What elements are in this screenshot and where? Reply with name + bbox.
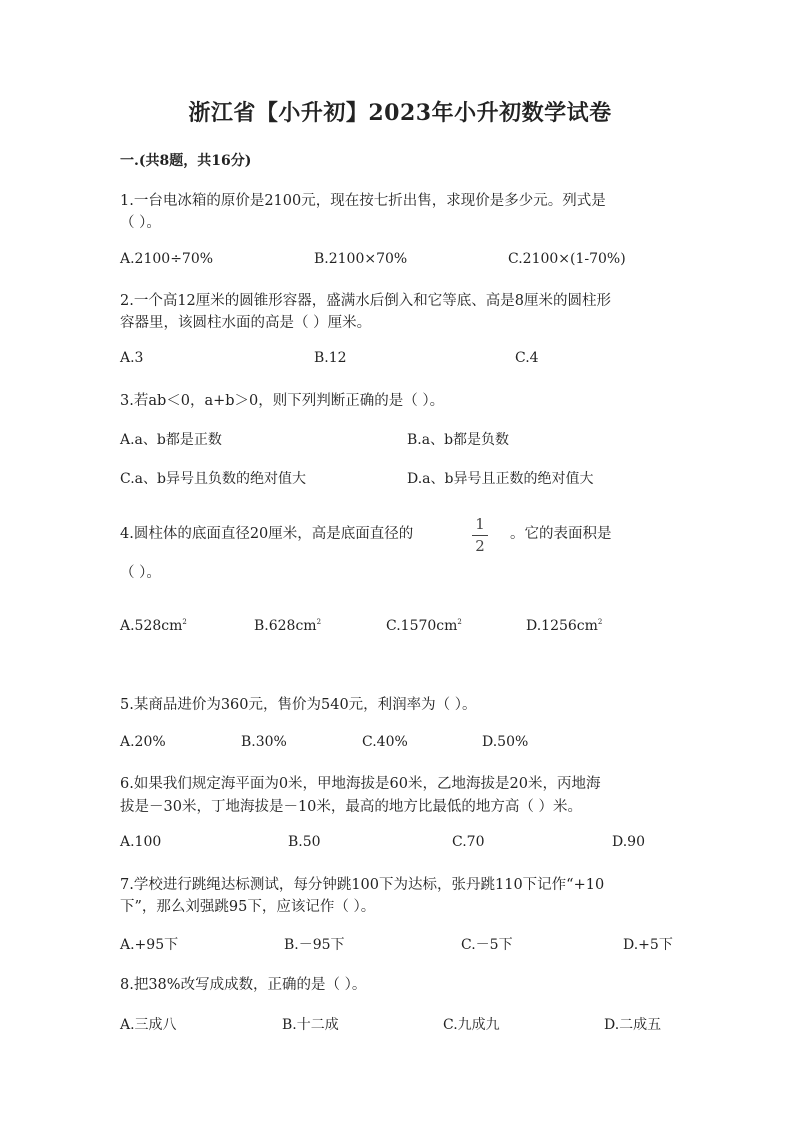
question-8-option-c[interactable]: C.九成九 xyxy=(443,1017,500,1033)
question-5-text: 5.某商品进价为360元，售价为540元，利润率为（ ）。 xyxy=(120,697,477,713)
question-4-text-tail: 。它的表面积是 xyxy=(510,526,612,542)
option-d-label: D.1256cm xyxy=(526,618,598,634)
question-4-text-cont: （ ）。 xyxy=(120,565,161,581)
question-3-text: 3.若ab＜0，a+b＞0，则下列判断正确的是（ ）。 xyxy=(120,393,445,409)
question-1-option-b[interactable]: B.2100×70% xyxy=(314,251,408,267)
fraction-bar xyxy=(472,535,488,536)
question-6-text-cont: 拔是－30米，丁地海拔是－10米，最高的地方比最低的地方高（ ）米。 xyxy=(120,799,583,815)
question-8-option-d[interactable]: D.二成五 xyxy=(604,1017,662,1033)
question-8-option-b[interactable]: B.十二成 xyxy=(282,1017,339,1033)
question-3-option-d[interactable]: D.a、b异号且正数的绝对值大 xyxy=(407,471,594,487)
question-7-text: 7.学校进行跳绳达标测试，每分钟跳100下为达标，张丹跳110下记作“+10 xyxy=(120,877,605,893)
question-6-option-c[interactable]: C.70 xyxy=(452,834,485,850)
question-3-option-c[interactable]: C.a、b异号且负数的绝对值大 xyxy=(120,471,306,487)
question-4-option-d[interactable] xyxy=(526,618,602,634)
fraction-numerator: 1 xyxy=(475,515,485,533)
question-5-option-d[interactable]: D.50% xyxy=(482,734,529,750)
question-2-option-b[interactable]: B.12 xyxy=(314,350,347,366)
question-4-option-b[interactable] xyxy=(254,618,321,634)
option-c-label: C.1570cm xyxy=(386,618,458,634)
question-6-option-a[interactable]: A.100 xyxy=(120,834,162,850)
question-1-text-cont: （ ）。 xyxy=(120,215,161,231)
question-3-option-a[interactable]: A.a、b都是正数 xyxy=(120,432,222,448)
fraction-denominator: 2 xyxy=(475,537,485,555)
question-1-text: 1.一台电冰箱的原价是2100元，现在按七折出售，求现价是多少元。列式是 xyxy=(120,193,606,209)
question-5-option-b[interactable]: B.30% xyxy=(241,734,287,750)
page-title: 浙江省【小升初】2023年小升初数学试卷 xyxy=(188,100,612,126)
question-6-text: 6.如果我们规定海平面为0米，甲地海拔是60米，乙地海拔是20米，丙地海 xyxy=(120,776,601,792)
question-2-text: 2.一个高12厘米的圆锥形容器，盛满水后倒入和它等底、高是8厘米的圆柱形 xyxy=(120,293,612,309)
question-7-option-d[interactable]: D.+5下 xyxy=(623,937,673,953)
question-8-text: 8.把38%改写成成数，正确的是（ ）。 xyxy=(120,977,367,993)
question-2-option-a[interactable]: A.3 xyxy=(120,350,144,366)
question-3-option-b[interactable]: B.a、b都是负数 xyxy=(407,432,510,448)
question-4-option-c[interactable] xyxy=(386,618,462,634)
question-5-option-c[interactable]: C.40% xyxy=(362,734,408,750)
question-6-option-d[interactable]: D.90 xyxy=(612,834,645,850)
section-heading: 一.(共8题，共16分) xyxy=(120,153,252,169)
unit-superscript: 2 xyxy=(457,618,462,626)
unit-superscript: 2 xyxy=(182,618,187,626)
question-4-option-a[interactable] xyxy=(120,618,187,634)
question-2-text-cont: 容器里，该圆柱水面的高是（ ）厘米。 xyxy=(120,315,372,331)
question-5-option-a[interactable]: A.20% xyxy=(120,734,166,750)
fraction-one-half xyxy=(470,517,490,554)
question-7-option-a[interactable]: A.+95下 xyxy=(120,937,179,953)
question-2-option-c[interactable]: C.4 xyxy=(515,350,539,366)
question-7-option-b[interactable]: B.－95下 xyxy=(284,937,345,953)
question-1-option-a[interactable]: A.2100÷70% xyxy=(120,251,214,267)
unit-superscript: 2 xyxy=(316,618,322,626)
unit-superscript: 2 xyxy=(597,618,603,626)
question-7-option-c[interactable]: C.－5下 xyxy=(461,937,513,953)
question-7-text-cont: 下”，那么刘强跳95下，应该记作（ ）。 xyxy=(120,899,376,915)
question-6-option-b[interactable]: B.50 xyxy=(288,834,321,850)
question-8-option-a[interactable]: A.三成八 xyxy=(120,1017,177,1033)
option-b-label: B.628cm xyxy=(254,618,317,634)
option-a-label: A.528cm xyxy=(120,618,183,634)
question-1-option-c[interactable]: C.2100×(1-70%) xyxy=(508,251,626,267)
question-4-text: 4.圆柱体的底面直径20厘米，高是底面直径的 xyxy=(120,526,414,542)
